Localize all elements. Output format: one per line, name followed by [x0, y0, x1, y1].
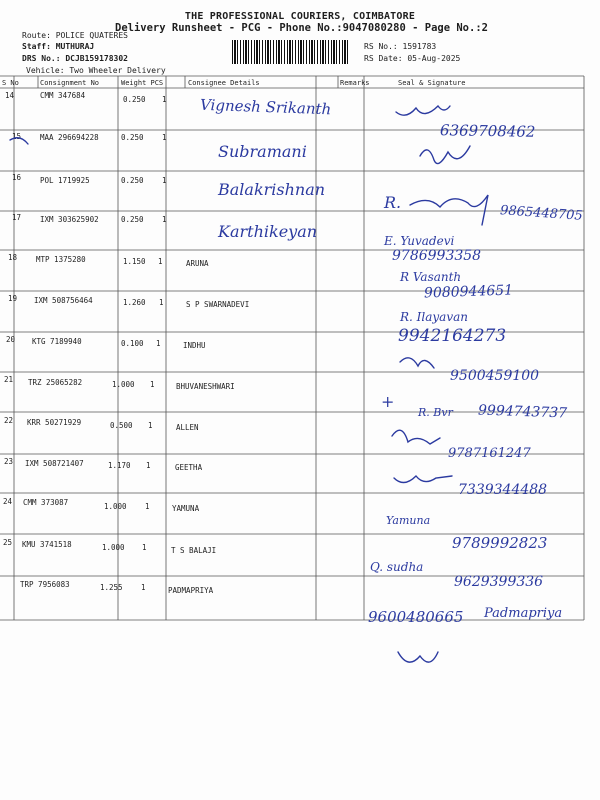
handwritten-sign: Padmapriya [484, 606, 563, 621]
row-consignee: INDHU [183, 341, 206, 350]
handwritten-sign: R. Ilayavan [400, 310, 468, 324]
row-pcs: 1 [162, 176, 167, 185]
row-sno: 25 [3, 538, 13, 547]
handwritten-phone: 9942164273 [398, 326, 507, 346]
row-consignee: GEETHA [175, 463, 203, 472]
row-consignee: YAMUNA [172, 504, 200, 513]
row-weight: 1.260 [123, 298, 146, 307]
row-consignee: ALLEN [176, 423, 199, 432]
row-weight: 1.000 [104, 502, 127, 511]
row-weight: 1.000 [102, 543, 125, 552]
col-header-sno: S No [2, 79, 19, 87]
row-consignment: MTP 1375280 [36, 255, 86, 264]
col-header-consignee: Consignee Details [188, 79, 260, 87]
row-weight: 1.255 [100, 583, 123, 592]
handwritten-mark: + [381, 392, 395, 411]
row-consignment: KRR 50271929 [27, 418, 82, 427]
row-consignee: S P SWARNADEVI [186, 300, 250, 309]
row-sno: 14 [5, 91, 15, 100]
col-header-consignment: Consignment No [40, 79, 100, 87]
row-weight: 1.170 [108, 461, 131, 470]
handwritten-sign: Yamuna [386, 514, 431, 527]
row-pcs: 1 [146, 461, 151, 470]
row-consignment: TRZ 25065282 [28, 378, 83, 387]
handwritten-phone: 9786993358 [392, 248, 482, 264]
handwritten-phone: 9789992823 [452, 534, 548, 552]
row-consignee: BHUVANESHWARI [176, 382, 235, 391]
handwritten-name: Karthikeyan [218, 222, 318, 241]
row-sno: 22 [4, 416, 14, 425]
handwritten-phone: 7339344488 [458, 482, 548, 498]
row-sno: 18 [8, 253, 18, 262]
handwritten-phone: 9600480665 [368, 608, 464, 626]
row-weight: 0.100 [121, 339, 144, 348]
handwritten-name: Balakrishnan [218, 180, 326, 199]
handwritten-sign: R. [384, 193, 402, 212]
row-consignment: KTG 7189940 [32, 337, 82, 346]
row-pcs: 1 [159, 298, 164, 307]
row-weight: 0.250 [123, 95, 146, 104]
row-pcs: 1 [145, 502, 150, 511]
signature-stroke [400, 358, 434, 368]
signature-stroke [396, 106, 450, 115]
row-consignment: IXM 508721407 [25, 459, 84, 468]
row-sno: 17 [12, 213, 22, 222]
row-pcs: 1 [141, 583, 146, 592]
signature-stroke [394, 476, 452, 483]
handwritten-phone: 9865448705 [499, 203, 584, 224]
handwritten-phone: 9080944651 [423, 282, 514, 302]
row-sno: 23 [4, 457, 14, 466]
handwritten-sign: Q. sudha [370, 560, 424, 574]
row-pcs: 1 [148, 421, 153, 430]
runsheet-title: Delivery Runsheet - PCG - Phone No.:9047080280 - Page No.:2 [115, 22, 488, 34]
row-weight: 1.150 [123, 257, 146, 266]
row-consignment: CMM 373087 [23, 498, 69, 507]
row-sno: 19 [8, 294, 18, 303]
row-consignment: IXM 508756464 [34, 296, 93, 305]
row-consignment: CMM 347684 [40, 91, 86, 100]
row-sno: 16 [12, 173, 22, 182]
signature-stroke [392, 430, 440, 444]
signature-stroke [398, 652, 438, 662]
row-sno: 24 [3, 497, 13, 506]
row-weight: 0.250 [121, 133, 144, 142]
row-consignee: T S BALAJI [171, 546, 217, 555]
handwritten-phone: 6369708462 [439, 121, 536, 141]
handwritten-phone: 9629399336 [454, 574, 544, 590]
row-consignment: KMU 3741518 [22, 540, 72, 549]
route-label: Route: POLICE QUATERES [22, 31, 128, 40]
col-header-weight-pcs: Weight PCS [121, 79, 164, 87]
signature-stroke [410, 195, 488, 225]
row-consignment: MAA 296694228 [40, 133, 99, 142]
row-consignee: PADMAPRIYA [168, 586, 214, 595]
vehicle-label: Vehicle: Two Wheeler Delivery [26, 66, 166, 75]
row-weight: 1.000 [112, 380, 135, 389]
handwritten-phone: 9994743737 [477, 402, 568, 422]
handwritten-name: Vignesh Srikanth [199, 95, 332, 119]
row-consignee: ARUNA [186, 259, 209, 268]
company-title: THE PROFESSIONAL COURIERS, COIMBATORE [184, 11, 416, 22]
handwritten-phone: 9500459100 [450, 368, 540, 384]
row-consignment: TRP 7956083 [20, 580, 70, 589]
handwritten-sign: E. Yuvadevi [384, 234, 455, 248]
row-pcs: 1 [162, 215, 167, 224]
drs-number: DRS No.: DCJB159178302 [22, 54, 128, 63]
handwritten-sign: R. Bvr [418, 406, 453, 419]
col-header-remarks: Remarks [340, 79, 370, 87]
row-pcs: 1 [162, 95, 167, 104]
handwritten-phone: 9787161247 [448, 446, 531, 461]
row-sno: 21 [4, 375, 14, 384]
signature-stroke [420, 146, 470, 164]
row-pcs: 1 [150, 380, 155, 389]
row-weight: 0.500 [110, 421, 133, 430]
row-sno: 20 [6, 335, 16, 344]
handwritten-name: Subramani [218, 142, 307, 161]
row-pcs: 1 [162, 133, 167, 142]
rs-number: RS No.: 1591783 [364, 42, 437, 51]
row-pcs: 1 [158, 257, 163, 266]
row-consignment: POL 1719925 [40, 176, 90, 185]
rs-date: RS Date: 05-Aug-2025 [364, 54, 461, 63]
row-sno: 15 [12, 132, 22, 141]
row-consignment: IXM 303625902 [40, 215, 99, 224]
row-weight: 0.250 [121, 215, 144, 224]
row-pcs: 1 [156, 339, 161, 348]
handwritten-sign: R Vasanth [400, 270, 462, 284]
row-weight: 0.250 [121, 176, 144, 185]
signature-stroke [10, 138, 28, 144]
staff-label: Staff: MUTHURAJ [22, 42, 95, 51]
col-header-seal-signature: Seal & Signature [398, 79, 466, 87]
row-pcs: 1 [142, 543, 147, 552]
